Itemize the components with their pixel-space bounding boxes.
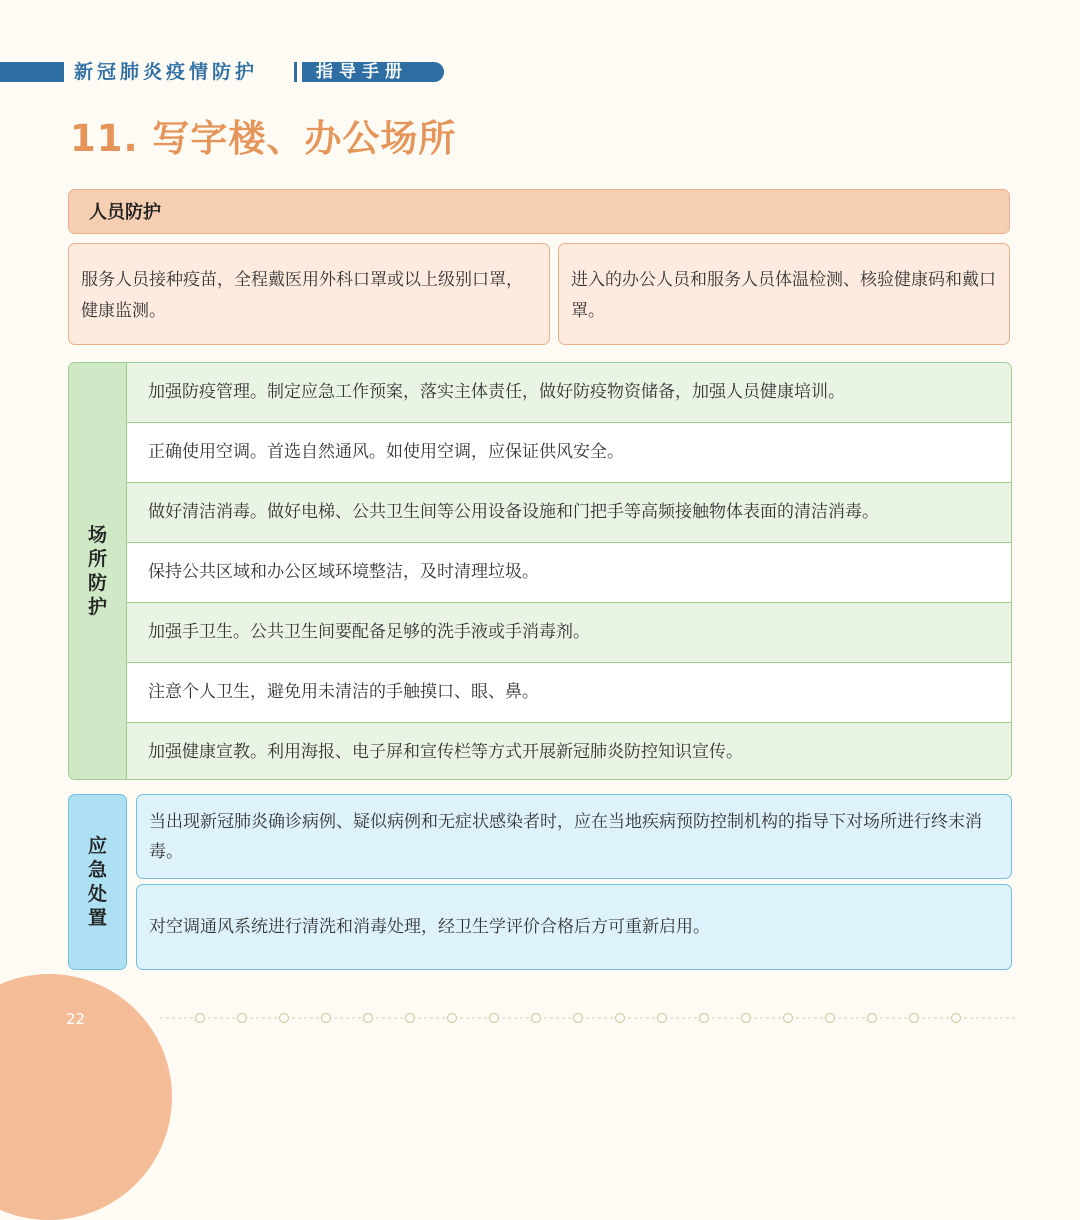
venue-item: 加强防疫管理。制定应急工作预案，落实主体责任，做好防疫物资储备，加强人员健康培训。 — [127, 363, 1011, 423]
personnel-section-header — [68, 189, 1010, 234]
emergency-response-label — [68, 794, 127, 970]
page-number: 22 — [66, 1010, 86, 1028]
personnel-item: 进入的办公人员和服务人员体温检测、核验健康码和戴口罩。 — [558, 243, 1010, 345]
venue-item: 注意个人卫生，避免用未清洁的手触摸口、眼、鼻。 — [127, 663, 1011, 723]
label-char: 置 — [87, 907, 107, 929]
dotted-rule — [160, 1011, 1020, 1025]
label-char: 所 — [87, 548, 107, 570]
label-char: 防 — [87, 572, 107, 594]
page-number-circle — [0, 974, 172, 1220]
booklet-series-title: 新冠肺炎疫情防护 — [74, 61, 259, 83]
label-char: 护 — [87, 596, 107, 618]
header-accent-bar — [0, 62, 64, 82]
venue-item: 保持公共区域和办公区域环境整洁，及时清理垃圾。 — [127, 543, 1011, 603]
booklet-name-badge: 指导手册 — [302, 62, 444, 82]
emergency-item: 对空调通风系统进行清洗和消毒处理，经卫生学评价合格后方可重新启用。 — [136, 884, 1012, 970]
personnel-section-title: 人员防护 — [89, 202, 161, 223]
label-char: 急 — [87, 859, 107, 881]
venue-item: 加强手卫生。公共卫生间要配备足够的洗手液或手消毒剂。 — [127, 603, 1011, 663]
emergency-item: 当出现新冠肺炎确诊病例、疑似病例和无症状感染者时，应在当地疾病预防控制机构的指导下对场所进行终末消毒。 — [136, 794, 1012, 879]
personnel-item: 服务人员接种疫苗，全程戴医用外科口罩或以上级别口罩，健康监测。 — [68, 243, 550, 345]
venue-item: 正确使用空调。首选自然通风。如使用空调，应保证供风安全。 — [127, 423, 1011, 483]
venue-protection-section — [68, 362, 1012, 780]
venue-protection-label — [69, 363, 127, 779]
venue-item: 做好清洁消毒。做好电梯、公共卫生间等公用设备设施和门把手等高频接触物体表面的清洁消毒。 — [127, 483, 1011, 543]
label-char: 应 — [87, 835, 107, 857]
label-char: 处 — [87, 883, 107, 905]
page-title: 11. 写字楼、办公场所 — [70, 117, 457, 160]
header-divider — [294, 62, 297, 82]
venue-item: 加强健康宣教。利用海报、电子屏和宣传栏等方式开展新冠肺炎防控知识宣传。 — [127, 723, 1011, 780]
label-char: 场 — [87, 524, 107, 546]
